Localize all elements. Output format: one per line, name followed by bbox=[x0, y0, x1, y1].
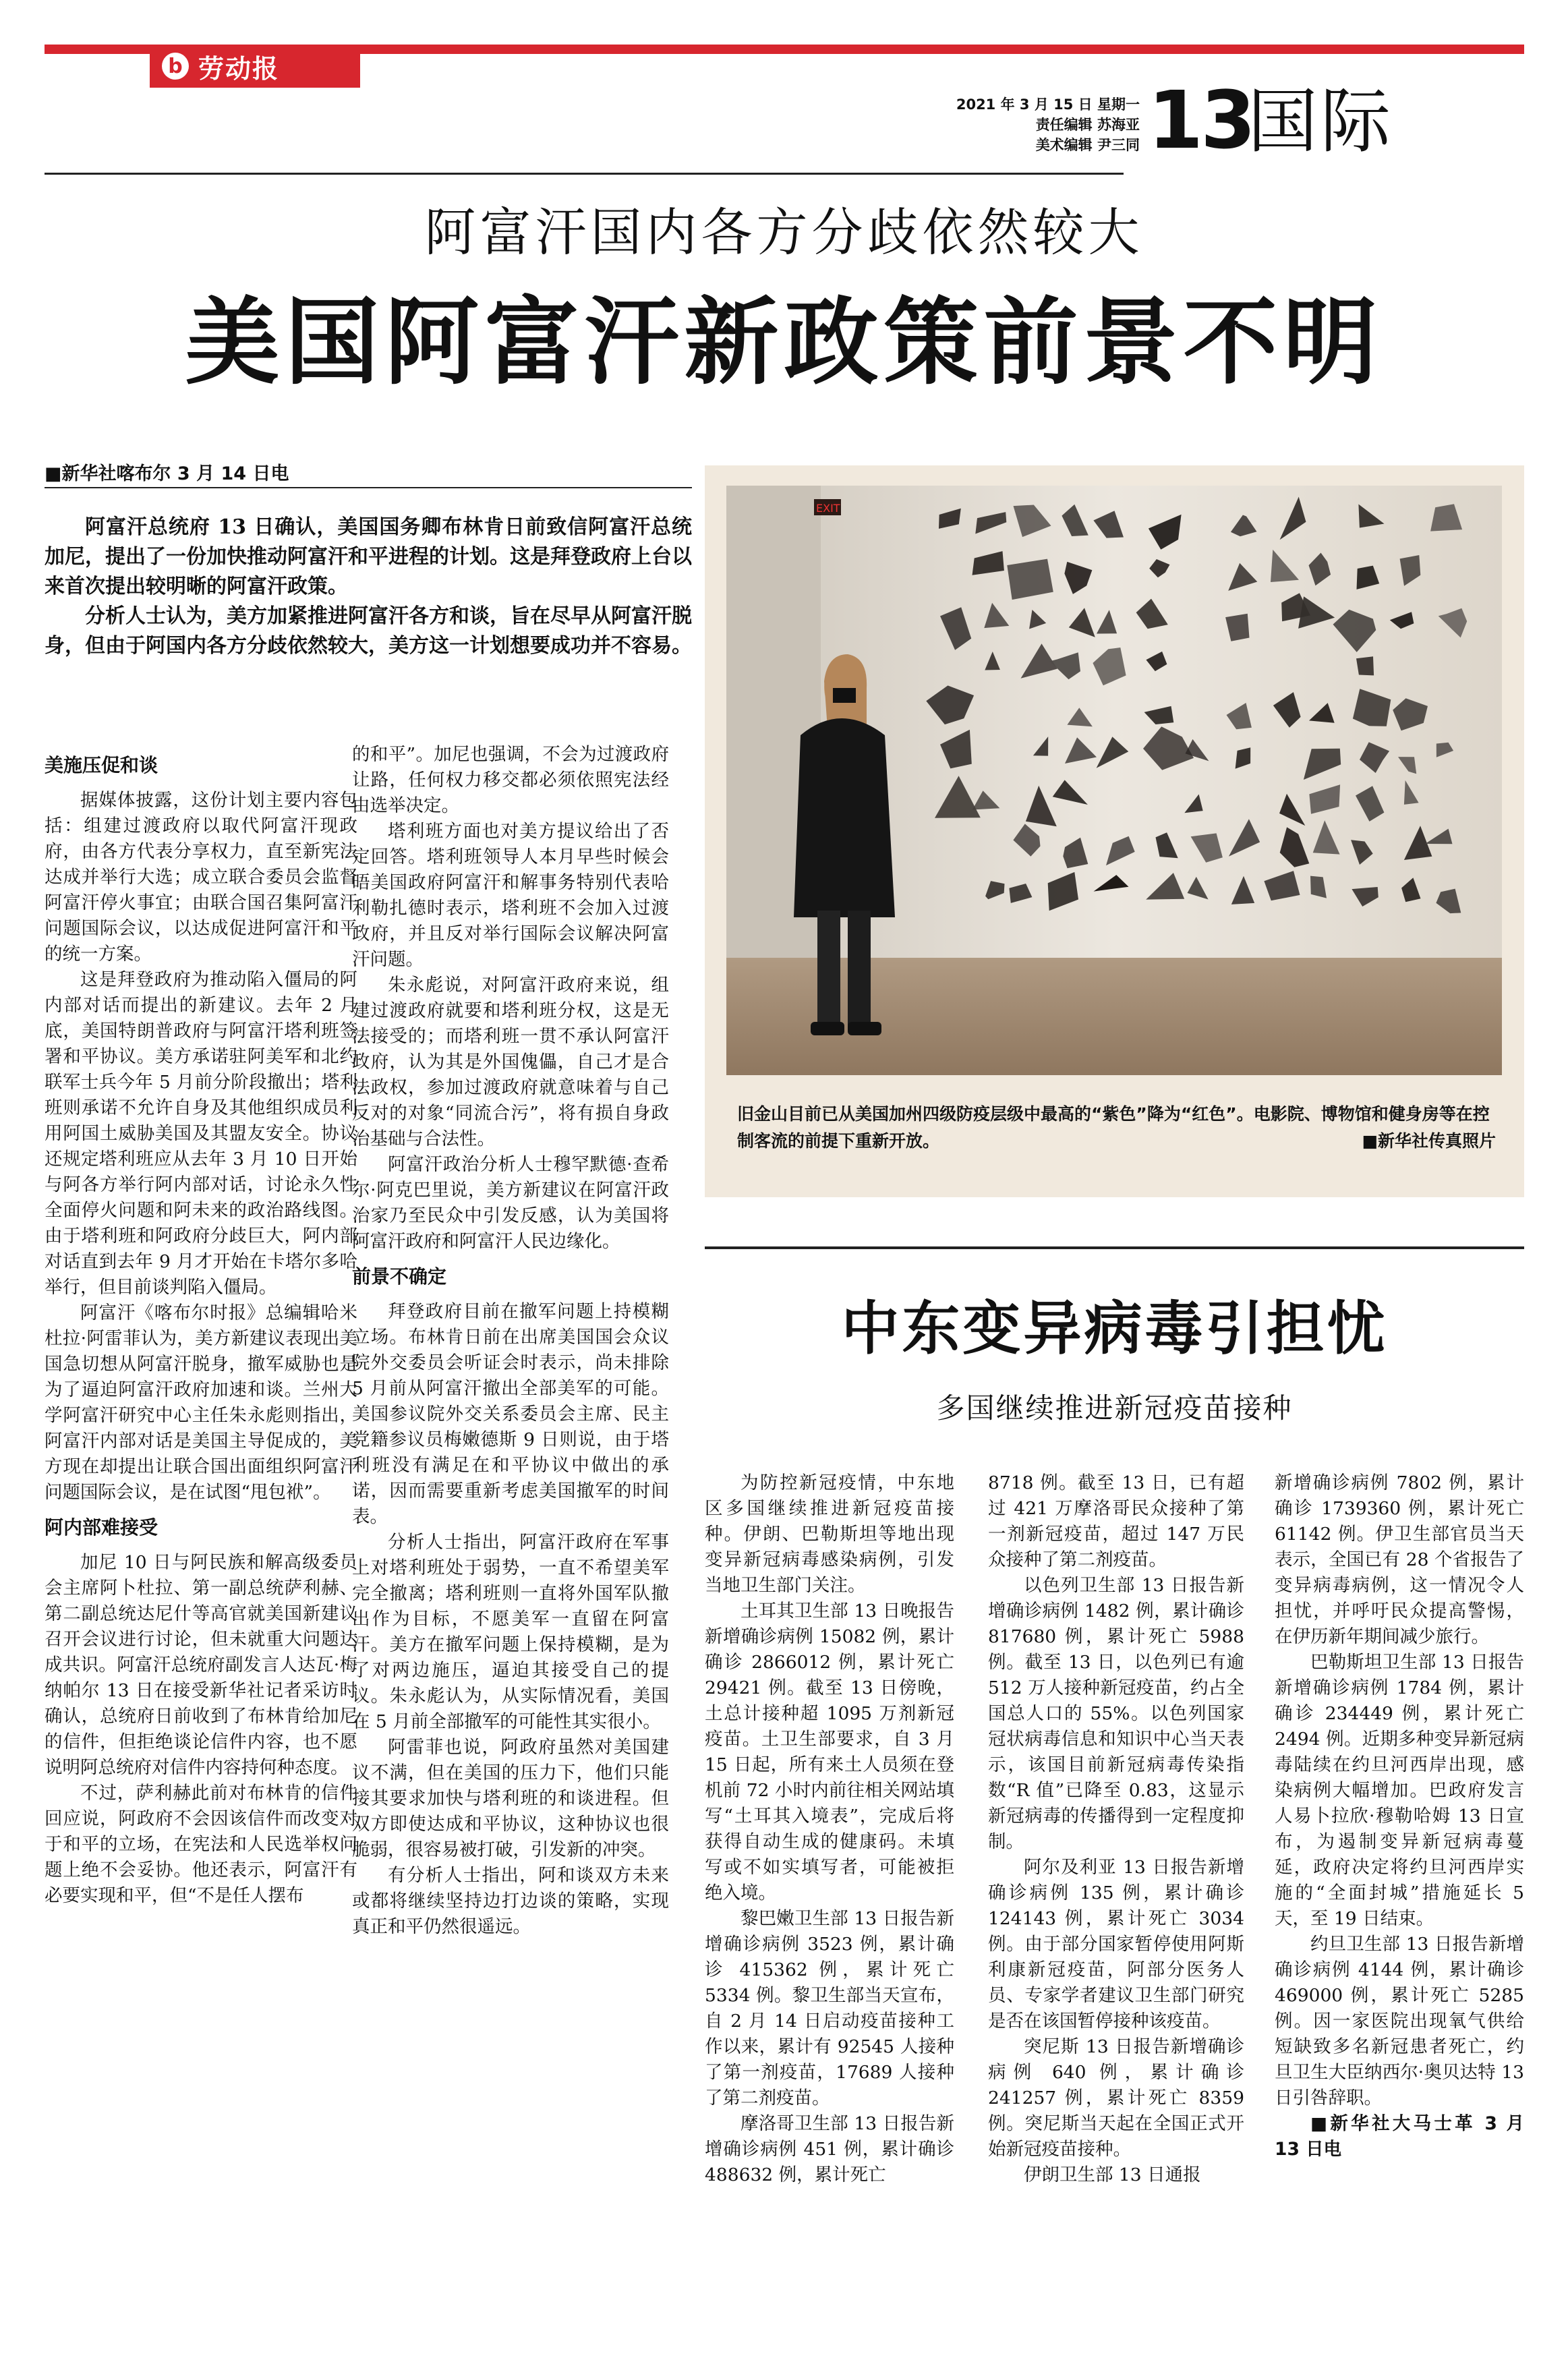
body-paragraph: 阿尔及利亚 13 日报告新增确诊病例 135 例，累计确诊 124143 例，累计死亡 3034 例。由于部分国家暂停使用阿斯利康新冠疫苗，阿部分医务人员、专家学者建议卫生部门研究是否在该国暂停接种该疫苗。 bbox=[988, 1857, 1244, 2032]
body-paragraph: 阿雷菲也说，阿政府虽然对美国建议不满，但在美国的压力下，他们只能接其要求加快与塔利班的和谈进程。但双方即使达成和平协议，这种协议也很脆弱，很容易被打破，引发新的冲突。 bbox=[352, 1737, 669, 1860]
body-paragraph: 的和平”。加尼也强调，不会为过渡政府让路，任何权力移交都必须依照宪法经由选举决定。 bbox=[352, 744, 669, 816]
story1-column-2 bbox=[352, 742, 669, 1940]
photo-frame bbox=[705, 465, 1524, 1197]
photo-credit: ■新华社传真照片 bbox=[1362, 1131, 1496, 1151]
body-paragraph: 这是拜登政府为推动陷入僵局的阿内部对话而提出的新建议。去年 2 月底，美国特朗普政府与阿富汗塔利班签署和平协议。美方承诺驻阿美军和北约联军士兵今年 5 月前分阶段撤出；塔利班则承诺不允许自身及其他组织成员利用阿国土威胁美国及其盟友安全。协议还规定塔利班应从去年 3 月 10 日开始与阿各方举行阿内部对话，讨论永久性全面停火问题和阿未来的政治路线图。由于塔利班和阿政府分歧巨大，阿内部对话直到去年 9 月才开始在卡塔尔多哈举行，但目前谈判陷入僵局。 bbox=[45, 969, 357, 1298]
issue-meta bbox=[917, 94, 1140, 155]
body-paragraph: 阿富汗政治分析人士穆罕默德·查希尔·阿克巴里说，美方新建议在阿富汗政治家乃至民众中引发反感，认为美国将阿富汗政府和阿富汗人民边缘化。 bbox=[352, 1154, 669, 1252]
body-paragraph: 摩洛哥卫生部 13 日报告新增确诊病例 451 例，累计确诊 488632 例，累计死亡 bbox=[705, 2113, 954, 2185]
masthead-divider bbox=[45, 173, 1124, 175]
logo-mark-icon: b bbox=[162, 53, 189, 80]
body-paragraph: 加尼 10 日与阿民族和解高级委员会主席阿卜杜拉、第一副总统萨利赫、第二副总统达尼什等高官就美国新建议召开会议进行讨论，但未就重大问题达成共识。阿富汗总统府副发言人达瓦·梅纳帕尔 13 日在接受新华社记者采访时确认，总统府日前收到了布林肯给加尼的信件，但拒绝谈论信件内容，也不愿说明阿总统府对信件内容持何种态度。 bbox=[45, 1552, 357, 1778]
artwork-piece bbox=[1356, 656, 1374, 675]
dateline-rule bbox=[45, 487, 692, 488]
subhead-uncertain: 前景不确定 bbox=[352, 1265, 447, 1288]
lead-paragraph: 分析人士认为，美方加紧推进阿富汗各方和谈，旨在尽早从阿富汗脱身，但由于阿国内各方分歧依然较大，美方这一计划想要成功并不容易。 bbox=[45, 604, 692, 658]
body-paragraph: 约旦卫生部 13 日报告新增确诊病例 4144 例，累计确诊 469000 例，累计死亡 5285 例。因一家医院出现氧气供给短缺致多名新冠患者死亡，约旦卫生大臣纳西尔·奥贝达特 13 日引咎辞职。 bbox=[1275, 1934, 1524, 2108]
museum-gallery-image bbox=[726, 486, 1502, 1075]
caption-text: 旧金山目前已从美国加州四级防疫层级中最高的“紫色”降为“红色”。电影院、博物馆和健身房等在控制客流的前提下重新开放。 bbox=[737, 1104, 1490, 1151]
story2-column-3 bbox=[1275, 1470, 1524, 2162]
body-paragraph: 不过，萨利赫此前对布林肯的信件回应说，阿政府不会因该信件而改变对于和平的立场，在宪法和人民选举权问题上绝不会妥协。他还表示，阿富汗有必要实现和平，但“不是任人摆布 bbox=[45, 1783, 357, 1906]
body-paragraph: 黎巴嫩卫生部 13 日报告新增确诊病例 3523 例，累计确诊 415362 例，累计死亡 5334 例。黎卫生部当天宣布，自 2 月 14 日启动疫苗接种工作以来，累计有 92545 人接种了第一剂疫苗，17689 人接种了第二剂疫苗。 bbox=[705, 1908, 954, 2108]
body-paragraph: 有分析人士指出，阿和谈双方未来或都将继续坚持边打边谈的策略，实现真正和平仍然很遥远。 bbox=[352, 1865, 669, 1937]
photo-caption bbox=[737, 1101, 1496, 1155]
body-paragraph: 突尼斯 13 日报告新增确诊病例 640 例，累计确诊 241257 例，累计死亡 8359 例。突尼斯当天起在全国正式开始新冠疫苗接种。 bbox=[988, 2036, 1244, 2160]
story1-column-1 bbox=[45, 749, 357, 1909]
story2-column-2 bbox=[988, 1470, 1244, 2188]
art-editor: 美术编辑 尹三同 bbox=[1035, 137, 1140, 153]
body-paragraph: 8718 例。截至 13 日，已有超过 421 万摩洛哥民众接种了第一剂新冠疫苗，超过 147 万民众接种了第二剂疫苗。 bbox=[988, 1472, 1244, 1570]
body-paragraph: 分析人士指出，阿富汗政府在军事上对塔利班处于弱势，一直不希望美军完全撤离；塔利班则一直将外国军队撤出作为目标，不愿美军一直留在阿富汗。美方在撤军问题上保持模糊，是为了对两边施压，逼迫其接受自己的提议。朱永彪认为，从实际情况看，美国在 5 月前全部撤军的可能性其实很小。 bbox=[352, 1532, 669, 1732]
newspaper-logo bbox=[150, 45, 360, 88]
story2-headline: 中东变异病毒引担忧 bbox=[841, 1294, 1388, 1362]
story2-subhead: 多国继续推进新冠疫苗接种 bbox=[936, 1391, 1293, 1425]
body-paragraph: 拜登政府目前在撤军问题上持模糊立场。布林肯日前在出席美国国会众议院外交委员会听证会时表示，尚未排除 5 月前从阿富汗撤出全部美军的可能。美国参议院外交关系委员会主席、民主党籍参议员梅嫩德斯 9 日则说，由于塔利班没有满足在和平协议中做出的承诺，因而需要重新考虑美国撤军的时间表。 bbox=[352, 1301, 669, 1527]
subhead-us-pressure: 美施压促和谈 bbox=[45, 754, 158, 776]
story1-headline: 美国阿富汗新政策前景不明 bbox=[185, 287, 1383, 398]
body-paragraph: 据媒体披露，这份计划主要内容包括：组建过渡政府以取代阿富汗现政府，由各方代表分享权力，直至新宪法达成并举行大选；成立联合委员会监督阿富汗停火事宜；由联合国召集阿富汗问题国际会议，以达成促进阿富汗和平的统一方案。 bbox=[45, 790, 357, 965]
story2-dateline: ■新华社大马士革 3 月 13 日电 bbox=[1275, 2113, 1524, 2160]
body-paragraph: 以色列卫生部 13 日报告新增确诊病例 1482 例，累计确诊 817680 例，累计死亡 5988 例。截至 13 日，以色列已有逾 512 万人接种新冠疫苗，约占全国总人口的 55%。以色列国家冠状病毒信息和知识中心当天表示，该国目前新冠病毒传染指数“R 值”已降至 0.83，这显示新冠病毒的传播得到一定程度抑制。 bbox=[988, 1575, 1244, 1852]
story1-dateline: ■新华社喀布尔 3 月 14 日电 bbox=[45, 463, 289, 484]
museum-photo bbox=[726, 486, 1502, 1075]
body-paragraph: 塔利班方面也对美方提议给出了否定回答。塔利班领导人本月早些时候会晤美国政府阿富汗和解事务特别代表哈利勒扎德时表示，塔利班不会加入过渡政府，并且反对举行国际会议解决阿富汗问题。 bbox=[352, 821, 669, 970]
story2-column-1 bbox=[705, 1470, 954, 2188]
lead-paragraph: 阿富汗总统府 13 日确认，美国国务卿布林肯日前致信阿富汗总统加尼，提出了一份加快推动阿富汗和平进程的计划。这是拜登政府上台以来首次提出较明晰的阿富汗政策。 bbox=[45, 515, 692, 598]
body-paragraph: 伊朗卫生部 13 日通报 bbox=[1024, 2164, 1201, 2185]
body-paragraph: 阿富汗《喀布尔时报》总编辑哈米杜拉·阿雷菲认为，美方新建议表现出美国急切想从阿富汗脱身，撤军威胁也是为了逼迫阿富汗政府加速和谈。兰州大学阿富汗研究中心主任朱永彪则指出，阿富汗内部对话是美国主导促成的，美方现在却提出让联合国出面组织阿富汗问题国际会议，是在试图“甩包袱”。 bbox=[45, 1302, 357, 1503]
logo-text: 劳动报 bbox=[198, 53, 280, 84]
story1-lead bbox=[45, 513, 692, 661]
responsible-editor: 责任编辑 苏海亚 bbox=[1035, 117, 1140, 133]
body-paragraph: 土耳其卫生部 13 日晚报告新增确诊病例 15082 例，累计确诊 2866012 例，累计死亡 29421 例。截至 13 日傍晚，土总计接种超 1095 万剂新冠疫苗。土卫生部要求，自 3 月 15 日起，所有来土人员须在登机前 72 小时内前往相关网站填写“土耳其入境表”，完成后将获得自动生成的健康码。未填写或不如实填写者，可能被拒绝入境。 bbox=[705, 1601, 954, 1903]
issue-date: 2021 年 3 月 15 日 星期一 bbox=[956, 96, 1140, 113]
page-number: 13 bbox=[1148, 74, 1254, 167]
subhead-internal: 阿内部难接受 bbox=[45, 1516, 158, 1539]
story1-kicker: 阿富汗国内各方分歧依然较大 bbox=[424, 202, 1144, 262]
body-paragraph: 为防控新冠疫情，中东地区多国继续推进新冠疫苗接种。伊朗、巴勒斯坦等地出现变异新冠病毒感染病例，引发当地卫生部门关注。 bbox=[705, 1472, 954, 1596]
body-paragraph: 新增确诊病例 7802 例，累计确诊 1739360 例，累计死亡 61142 例。伊卫生部官员当天表示，全国已有 28 个省报告了变异病毒病例，这一情况令人担忧，并呼吁民众提高警惕，在伊历新年期间减少旅行。 bbox=[1275, 1472, 1524, 1647]
body-paragraph: 巴勒斯坦卫生部 13 日报告新增确诊病例 1784 例，累计确诊 234449 例，累计死亡 2494 例。近期多种变异新冠病毒陆续在约旦河西岸出现，感染病例大幅增加。巴政府发言人易卜拉欣·穆勒哈姆 13 日宣布，为遏制变异新冠病毒蔓延，政府决定将约旦河西岸实施的“全面封城”措施延长 5 天，至 19 日结束。 bbox=[1275, 1652, 1524, 1929]
exit-sign-text: EXIT bbox=[816, 502, 840, 515]
body-paragraph: 朱永彪说，对阿富汗政府来说，组建过渡政府就要和塔利班分权，这是无法接受的；而塔利班一贯不承认阿富汗政府，认为其是外国傀儡，自己才是合法政权，参加过渡政府就意味着与自己反对的对象“同流合污”，将有损自身政治基础与合法性。 bbox=[352, 975, 669, 1149]
section-name: 国际 bbox=[1248, 80, 1394, 163]
story2-top-rule bbox=[705, 1246, 1524, 1249]
